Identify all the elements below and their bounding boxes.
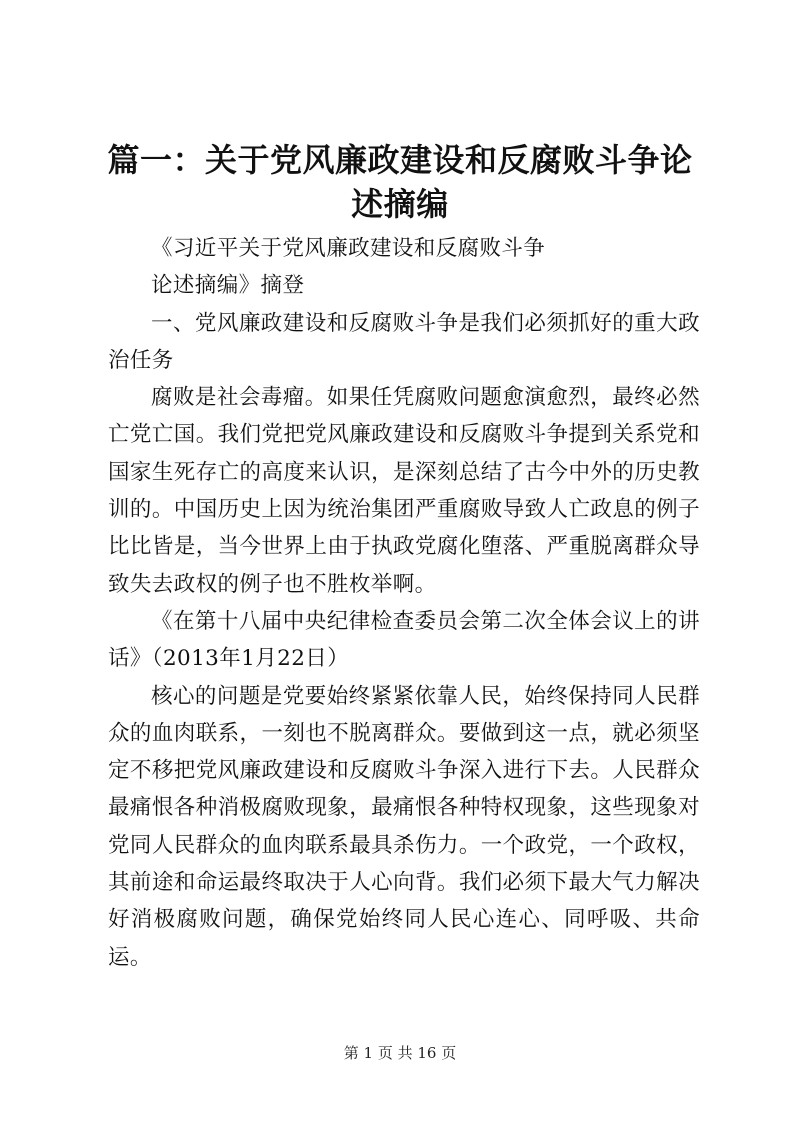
page-number-footer: 第 1 页 共 16 页 <box>343 1044 457 1062</box>
document-title: 篇一：关于党风廉政建设和反腐败斗争论述摘编 <box>107 141 693 223</box>
document-body <box>108 230 700 976</box>
paragraph-corruption: 腐败是社会毒瘤。如果任凭腐败问题愈演愈烈，最终必然亡党亡国。我们党把党风廉政建设和反腐败斗争提到关系党和国家生死存亡的高度来认识，是深刻总结了古今中外的历史教训的。中国历史上因为统治集团严重腐败导致人亡政息的例子比比皆是，当今世界上由于执政党腐化堕落、严重脱离群众导致失去政权的例子也不胜枚举啊。 <box>108 385 700 597</box>
paragraph-core-issue: 核心的问题是党要始终紧紧依靠人民，始终保持同人民群众的血肉联系，一刻也不脱离群众。要做到这一点，就必须坚定不移把党风廉政建设和反腐败斗争深入进行下去。人民群众最痛恨各种消极腐败现象，最痛恨各种特权现象，这些现象对党同人民群众的血肉联系最具杀伤力。一个政党，一个政权，其前途和命运最终取决于人心向背。我们必须下最大气力解决好消极腐败问题，确保党始终同人民心连心、同呼吸、共命运。 <box>108 683 700 970</box>
paragraph-speech-source: 《在第十八届中央纪律检查委员会第二次全体会议上的讲话》（2013年1月22日） <box>108 608 700 672</box>
paragraph-book-title-line1: 《习近平关于党风廉政建设和反腐败斗争 <box>151 236 546 261</box>
paragraph-section-heading: 一、党风廉政建设和反腐败斗争是我们必须抓好的重大政治任务 <box>108 310 700 373</box>
paragraph-book-title-line2: 论述摘编》摘登 <box>151 273 305 299</box>
